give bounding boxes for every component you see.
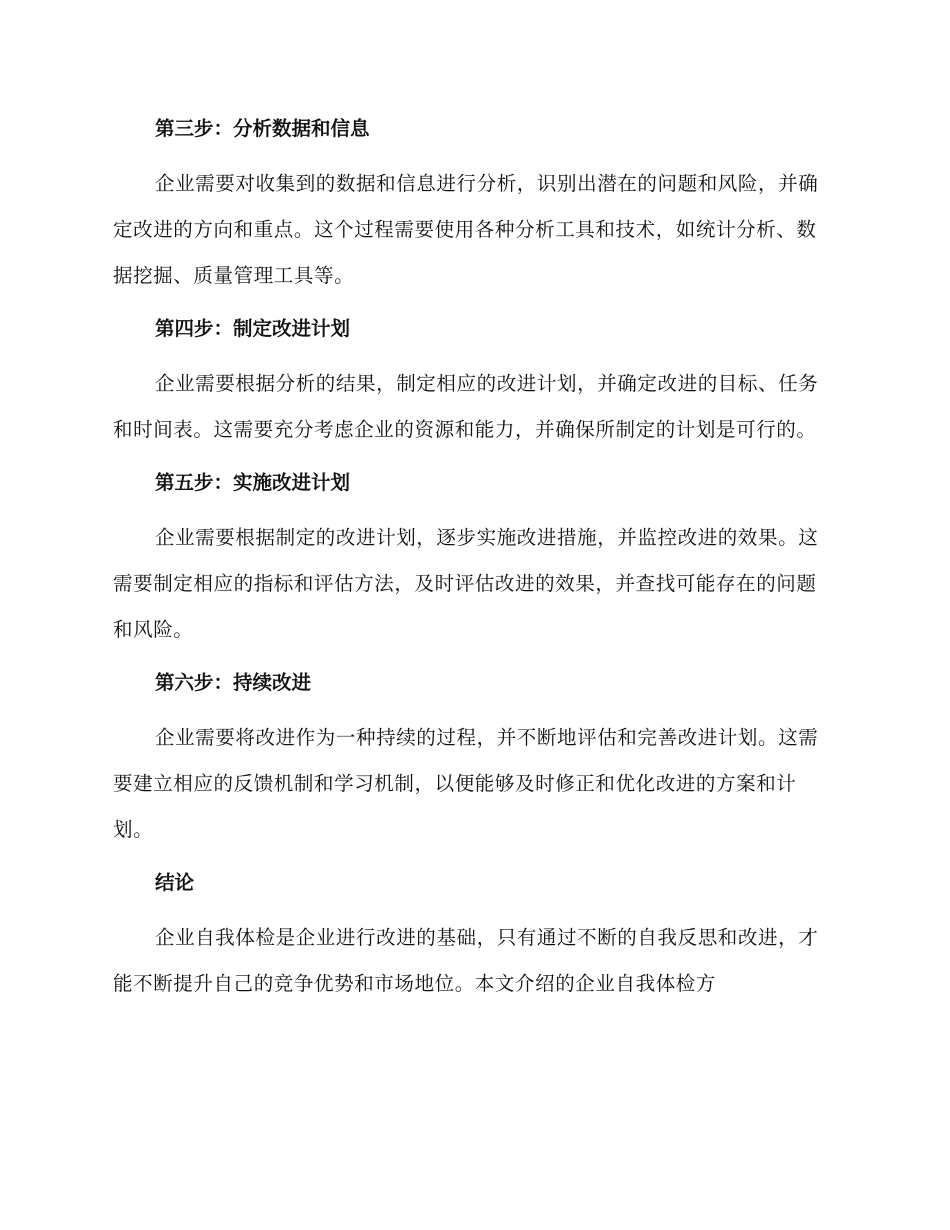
section-paragraph-step-5: 企业需要根据制定的改进计划，逐步实施改进措施，并监控改进的效果。这需要制定相应的指标和评估方法，及时评估改进的效果，并查找可能存在的问题和风险。	[113, 526, 819, 641]
section-paragraph-step-3: 企业需要对收集到的数据和信息进行分析，识别出潜在的问题和风险，并确定改进的方向和重点。这个过程需要使用各种分析工具和技术，如统计分析、数据挖掘、质量管理工具等。	[113, 172, 819, 287]
section-heading-step-3: 第三步：分析数据和信息	[155, 117, 370, 140]
section-paragraph-step-4: 企业需要根据分析的结果，制定相应的改进计划，并确定改进的目标、任务和时间表。这需要充分考虑企业的资源和能力，并确保所制定的计划是可行的。	[113, 372, 819, 441]
document-body	[113, 112, 831, 1007]
section-heading-step-4: 第四步：制定改进计划	[155, 317, 351, 340]
section-paragraph-step-6: 企业需要将改进作为一种持续的过程，并不断地评估和完善改进计划。这需要建立相应的反馈机制和学习机制，以便能够及时修正和优化改进的方案和计划。	[113, 726, 819, 841]
section-heading-conclusion: 结论	[155, 871, 195, 894]
section-heading-step-6: 第六步：持续改进	[155, 671, 312, 694]
section-paragraph-conclusion: 企业自我体检是企业进行改进的基础，只有通过不断的自我反思和改进，才能不断提升自己的竞争优势和市场地位。本文介绍的企业自我体检方	[113, 926, 819, 995]
section-heading-step-5: 第五步：实施改进计划	[155, 471, 351, 494]
